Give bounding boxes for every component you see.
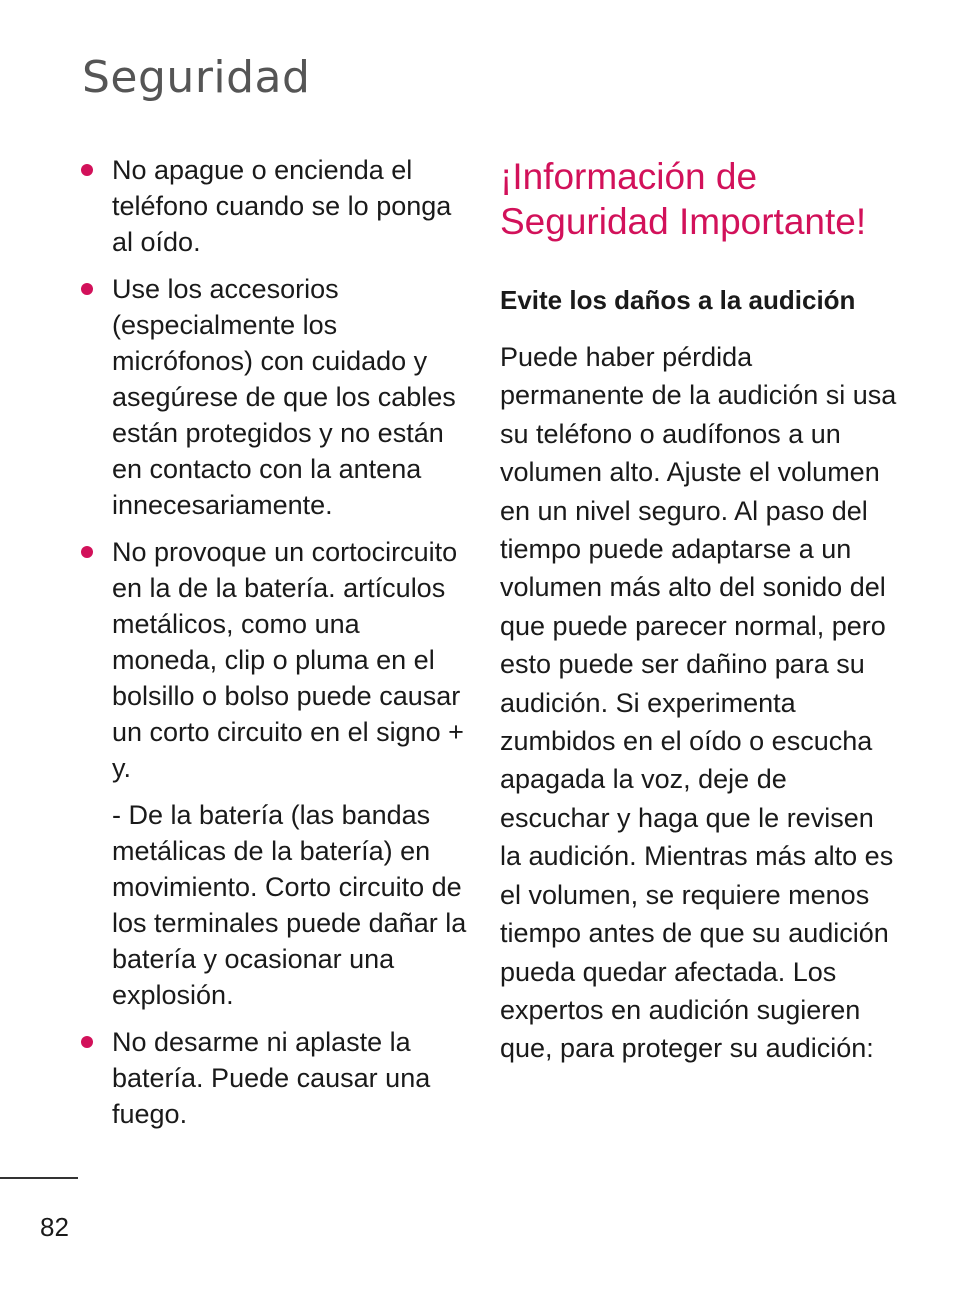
bullet-item: [78, 271, 470, 523]
bullet-item: [78, 534, 470, 786]
bullet-dot-icon: [81, 1036, 93, 1048]
bullet-text: No apague o encienda el teléfono cuando se lo ponga al oído.: [112, 155, 452, 257]
bullet-text: No desarme ni aplaste la batería. Puede causar una fuego.: [112, 1027, 431, 1129]
bullet-dot-icon: [81, 164, 93, 176]
section-heading: ¡Información de Seguridad Importante!: [500, 156, 867, 242]
bullet-dot-icon: [81, 546, 93, 558]
footer-rule: [0, 1177, 78, 1179]
body-paragraph: Puede haber pérdida permanente de la audición si usa su teléfono o audífonos a un volumen alto. Ajuste el volumen en un nivel seguro. Al paso del tiempo puede adaptarse a un volumen más alto del sonido del que puede parecer normal, pero esto puede ser dañino para su audición. Si experimenta zumbidos en el oído o escucha apagada la voz, deje de escuchar y haga que le revisen la audición. Mientras más alto es el volumen, se requiere menos tiempo antes de que su audición pueda quedar afectada. Los expertos en audición sugieren que, para proteger su audición:: [500, 342, 897, 1064]
battery-sub-note: - De la batería (las bandas metálicas de la batería) en movimiento. Corto circuito de los terminales puede dañar la batería y ocasionar una explosión.: [112, 800, 467, 1010]
right-column: [500, 154, 900, 1068]
page-title: Seguridad: [82, 52, 311, 103]
bullet-text: Use los accesorios (especialmente los micrófonos) con cuidado y asegúrese de que los cables están protegidos y no están en contacto con la antena innecesariamente.: [112, 274, 456, 520]
left-column: [78, 152, 470, 1143]
subheading: Evite los daños a la audición: [500, 285, 856, 315]
bullet-dot-icon: [81, 283, 93, 295]
page-number: 82: [40, 1212, 69, 1242]
bullet-item: [78, 152, 470, 260]
bullet-text: No provoque un cortocircuito en la de la batería. artículos metálicos, como una moneda, clip o pluma en el bolsillo o bolso puede causar un corto circuito en el signo + y.: [112, 537, 464, 783]
bullet-item: [78, 1024, 470, 1132]
